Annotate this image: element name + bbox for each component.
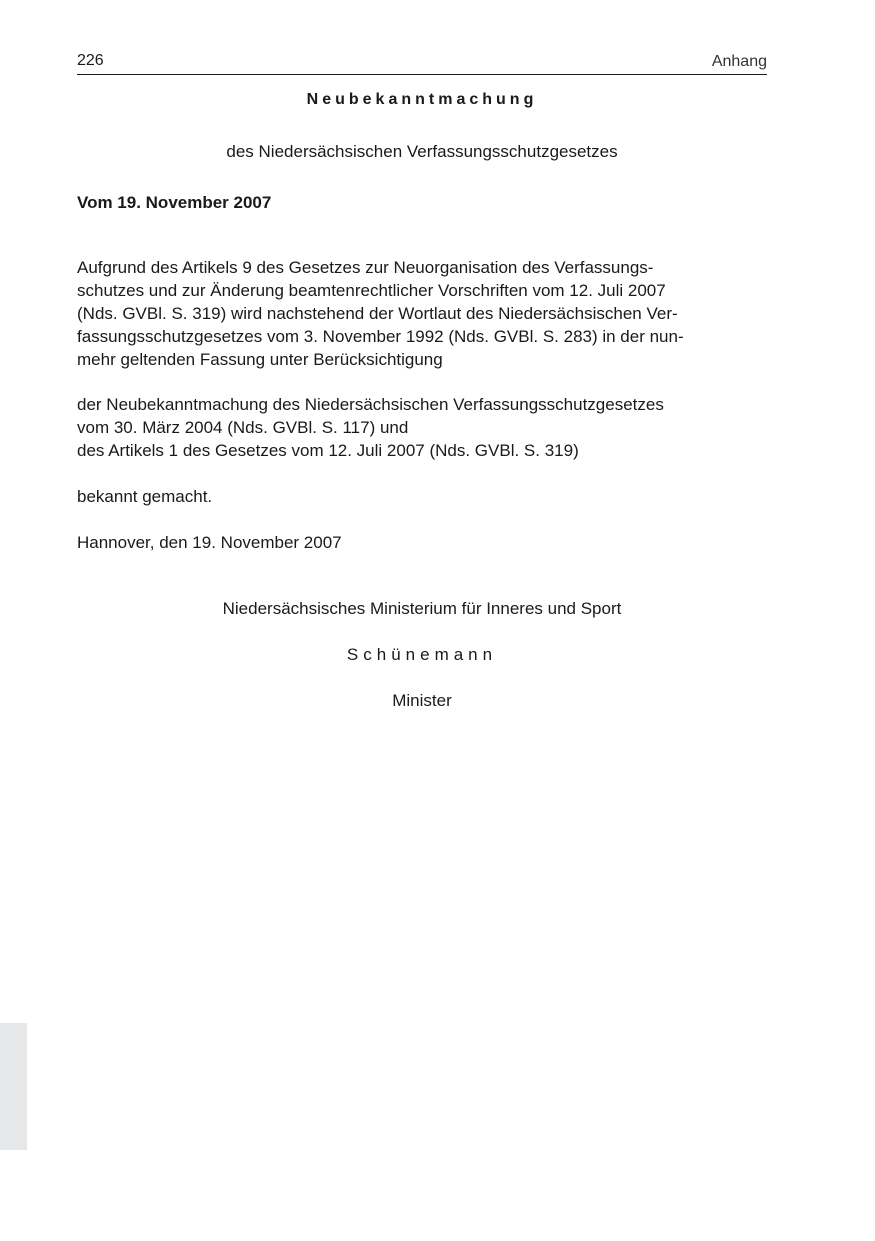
paragraph-references (77, 393, 777, 462)
running-head: Anhang (711, 53, 767, 70)
document-date: Vom 19. November 2007 (77, 193, 272, 212)
ministry-name: Niedersächsisches Ministerium für Inneres und Sport (222, 599, 622, 618)
signer-role: Minister (392, 691, 452, 710)
paragraph-line: schutzes und zur Änderung beamtenrechtlicher Vorschriften vom 12. Juli 2007 (77, 281, 666, 300)
document-title: Neubekanntmachung (306, 91, 538, 108)
side-thumb-tab (0, 1023, 27, 1150)
paragraph-line: (Nds. GVBl. S. 319) wird nachstehend der Wortlaut des Niedersächsischen Ver- (77, 304, 678, 323)
paragraph-line: vom 30. März 2004 (Nds. GVBl. S. 117) und (77, 418, 409, 437)
page-header (77, 52, 767, 75)
document-subtitle: des Niedersächsischen Verfassungsschutzgesetzes (226, 142, 618, 161)
paragraph-announced: bekannt gemacht. (77, 487, 213, 506)
paragraph-line: fassungsschutzgesetzes vom 3. November 1992 (Nds. GVBl. S. 283) in der nun- (77, 327, 684, 346)
page-number: 226 (77, 52, 104, 69)
paragraph-line: mehr geltenden Fassung unter Berücksichtigung (77, 350, 443, 369)
place-date: Hannover, den 19. November 2007 (77, 533, 342, 552)
paragraph-line: Aufgrund des Artikels 9 des Gesetzes zur Neuorganisation des Verfassungs- (77, 258, 654, 277)
signer-name: Schünemann (346, 645, 498, 664)
paragraph-intro (77, 256, 777, 371)
paragraph-line: des Artikels 1 des Gesetzes vom 12. Juli 2007 (Nds. GVBl. S. 319) (77, 441, 579, 460)
paragraph-line: der Neubekanntmachung des Niedersächsischen Verfassungsschutzgesetzes (77, 395, 664, 414)
